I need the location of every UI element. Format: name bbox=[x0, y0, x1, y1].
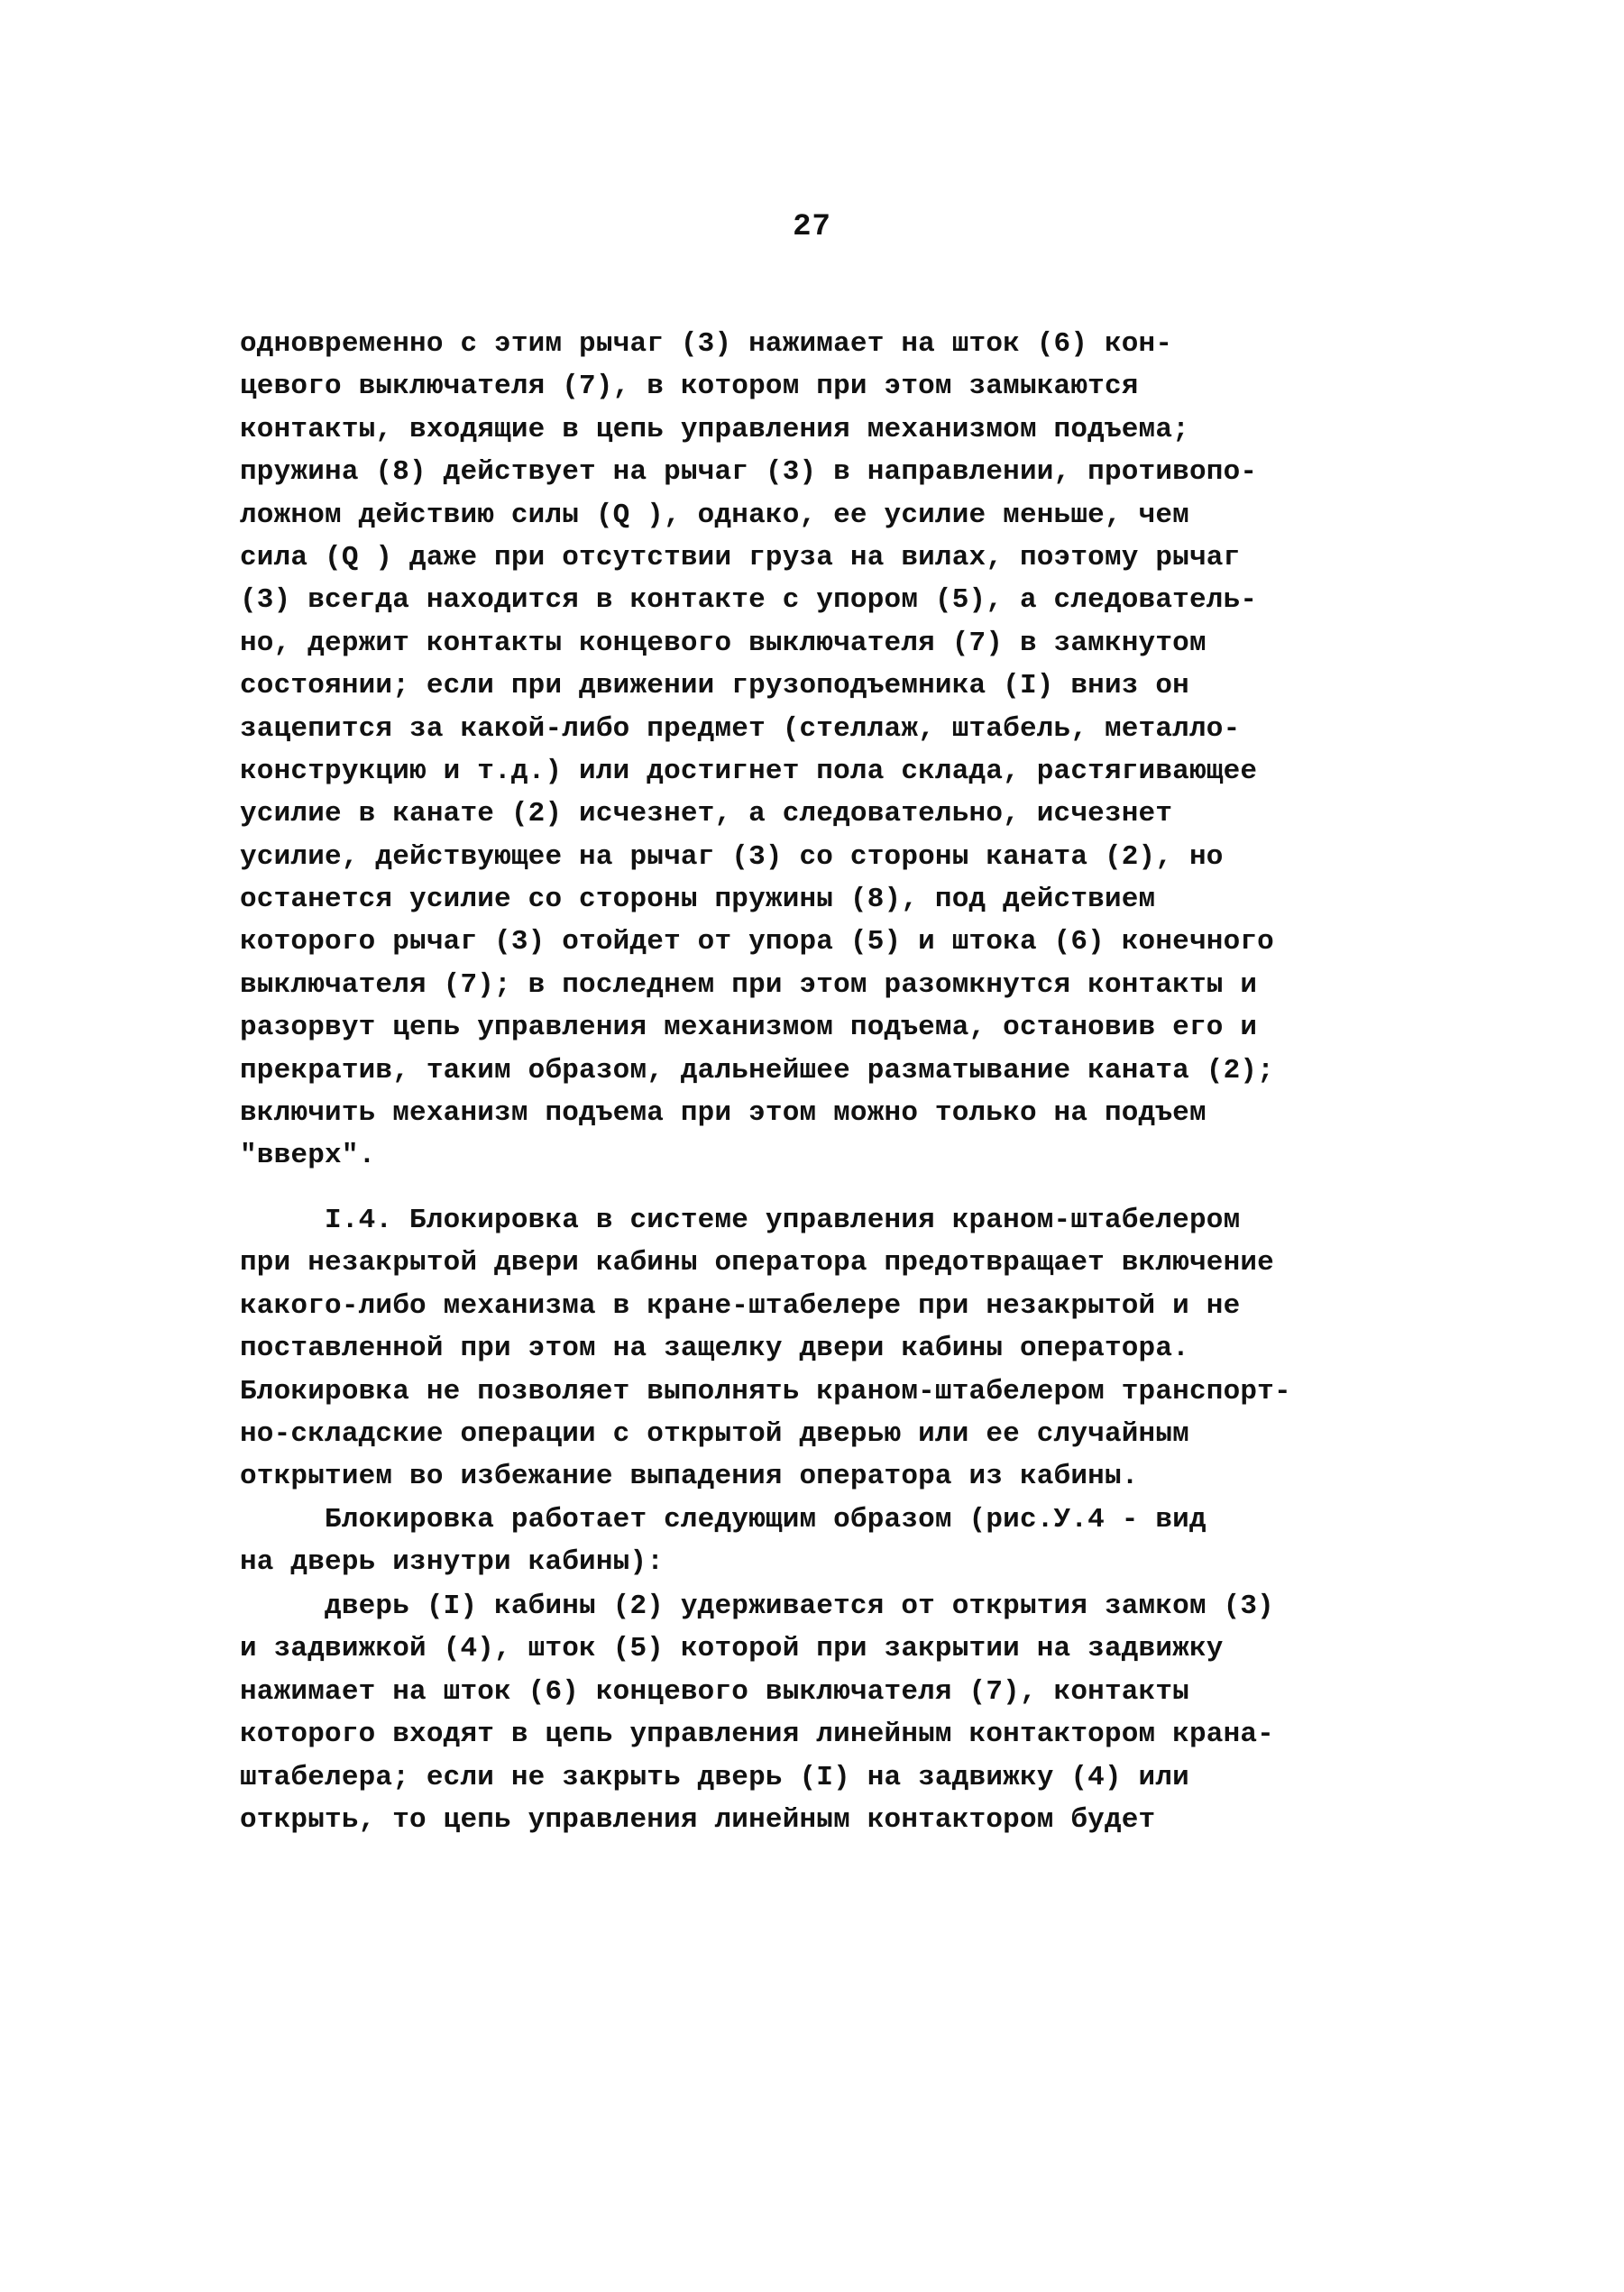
text-line: и задвижкой (4), шток (5) которой при закрытии на задвижку bbox=[240, 1633, 1224, 1665]
text-line: конструкцию и т.д.) или достигнет пола склада, растягивающее bbox=[240, 755, 1258, 787]
text-line: разорвут цепь управления механизмом подъема, остановив его и bbox=[240, 1012, 1258, 1044]
text-line: дверь (I) кабины (2) удерживается от открытия замком (3) bbox=[240, 1591, 1274, 1622]
text-line: включить механизм подъема при этом можно только на подъем bbox=[240, 1097, 1207, 1130]
text-line: усилие, действующее на рычаг (3) со стороны каната (2), но bbox=[240, 840, 1224, 873]
text-line: но, держит контакты концевого выключателя (7) в замкнутом bbox=[240, 627, 1207, 659]
page-number: 27 bbox=[793, 210, 831, 244]
text-line: поставленной при этом на защелку двери кабины оператора. bbox=[240, 1333, 1189, 1365]
text-line: цевого выключателя (7), в котором при этом замыкаются bbox=[240, 371, 1139, 403]
text-line: открытием во избежание выпадения оператора из кабины. bbox=[240, 1461, 1139, 1493]
text-line: которого рычаг (3) отойдет от упора (5) и штока (6) конечного bbox=[240, 926, 1274, 958]
text-line: при незакрытой двери кабины оператора предотвращает включение bbox=[240, 1247, 1274, 1279]
text-line: которого входят в цепь управления линейным контактором крана- bbox=[240, 1719, 1274, 1751]
text-line: I.4. Блокировка в системе управления краном-штабелером bbox=[240, 1205, 1241, 1236]
paragraph-section-1-4 bbox=[240, 1199, 1349, 1499]
text-line: ложном действию силы (Q ), однако, ее усилие меньше, чем bbox=[240, 499, 1189, 531]
text-line: одновременно с этим рычаг (3) нажимает на шток (6) кон- bbox=[240, 328, 1173, 360]
text-line: Блокировка работает следующим образом (рис.У.4 - вид bbox=[240, 1504, 1207, 1536]
paragraph-limit-switch-description bbox=[240, 323, 1349, 1178]
text-line: открыть, то цепь управления линейным контактором будет bbox=[240, 1803, 1156, 1836]
text-line: "вверх". bbox=[240, 1140, 376, 1172]
text-line: состоянии; если при движении грузоподъемника (I) вниз он bbox=[240, 670, 1189, 702]
text-line: Блокировка не позволяет выполнять краном-штабелером транспорт- bbox=[240, 1375, 1291, 1407]
text-line: пружина (8) действует на рычаг (3) в направлении, противопо- bbox=[240, 456, 1258, 489]
text-line: нажимает на шток (6) концевого выключателя (7), контакты bbox=[240, 1675, 1189, 1708]
text-line: усилие в канате (2) исчезнет, а следовательно, исчезнет bbox=[240, 798, 1173, 830]
text-line: штабелера; если не закрыть дверь (I) на задвижку (4) или bbox=[240, 1761, 1189, 1793]
text-line: прекратив, таким образом, дальнейшее разматывание каната (2); bbox=[240, 1054, 1274, 1086]
text-line: контакты, входящие в цепь управления механизмом подъема; bbox=[240, 413, 1189, 445]
text-line: но-складские операции с открытой дверью или ее случайным bbox=[240, 1417, 1189, 1450]
text-line: сила (Q ) даже при отсутствии груза на вилах, поэтому рычаг bbox=[240, 541, 1241, 573]
text-line: останется усилие со стороны пружины (8), под действием bbox=[240, 884, 1156, 916]
paragraph-blocking-intro bbox=[240, 1499, 1349, 1584]
text-line: выключателя (7); в последнем при этом разомкнутся контакты и bbox=[240, 968, 1258, 1001]
text-line: зацепится за какой-либо предмет (стеллаж, штабель, металло- bbox=[240, 712, 1241, 745]
text-line: (3) всегда находится в контакте с упором (5), а следователь- bbox=[240, 584, 1258, 617]
paragraph-door-mechanism bbox=[240, 1585, 1349, 1841]
text-line: какого-либо механизма в кране-штабелере при незакрытой и не bbox=[240, 1289, 1241, 1322]
text-line: на дверь изнутри кабины): bbox=[240, 1546, 665, 1579]
